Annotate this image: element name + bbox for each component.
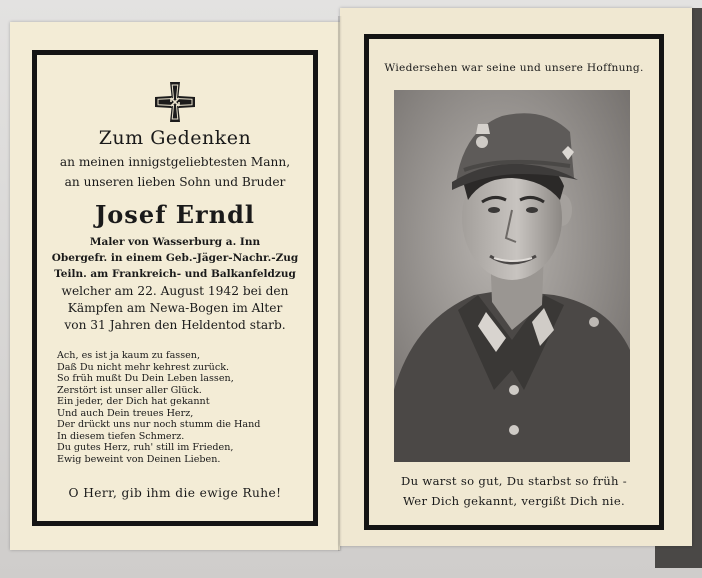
poem-line: Und auch Dein treues Herz,: [57, 407, 194, 419]
iron-cross-icon: [153, 80, 197, 124]
memorial-heading: Zum Gedenken: [98, 127, 252, 149]
detail-line: Maler von Wasserburg a. Inn: [89, 236, 261, 248]
poem-line: Ach, es ist ja kaum zu fassen,: [57, 350, 201, 361]
page-fold: [338, 16, 342, 551]
deceased-name: Josef Erndl: [94, 200, 256, 229]
poem-line: Zerstört ist unser aller Glück.: [57, 384, 202, 396]
death-line: Kämpfen am Newa-Bogen im Alter: [67, 301, 283, 315]
closing-verse-line: Wer Dich gekannt, vergißt Dich nie.: [403, 494, 625, 508]
death-line: von 31 Jahren den Heldentod starb.: [64, 318, 286, 332]
poem-line: Ewig beweint von Deinen Lieben.: [57, 453, 221, 465]
poem-line: In diesem tiefen Schmerz.: [57, 430, 185, 442]
detail-line: Obergefr. in einem Geb.-Jäger-Nachr.-Zug: [51, 252, 299, 264]
poem-line: Du gutes Herz, ruh' still im Frieden,: [57, 442, 234, 453]
detail-line: Teiln. am Frankreich- und Balkanfeldzug: [54, 268, 296, 280]
hope-motto: Wiedersehen war seine und unsere Hoffnung.: [384, 62, 644, 74]
poem-line: So früh mußt Du Dein Leben lassen,: [57, 373, 234, 384]
poem-line: Daß Du nicht mehr kehrest zurück.: [57, 361, 230, 373]
intro-line: an unseren lieben Sohn und Bruder: [64, 175, 286, 189]
poem-line: Der drückt uns nur noch stumm die Hand: [57, 419, 261, 430]
death-line: welcher am 22. August 1942 bei den: [61, 284, 289, 298]
poem-line: Ein jeder, der Dich hat gekannt: [57, 396, 210, 407]
closing-prayer: O Herr, gib ihm die ewige Ruhe!: [68, 486, 282, 500]
soldier-portrait-photo: [394, 90, 630, 462]
closing-verse-line: Du warst so gut, Du starbst so früh -: [401, 474, 627, 488]
intro-line: an meinen innigstgeliebtesten Mann,: [59, 155, 291, 169]
